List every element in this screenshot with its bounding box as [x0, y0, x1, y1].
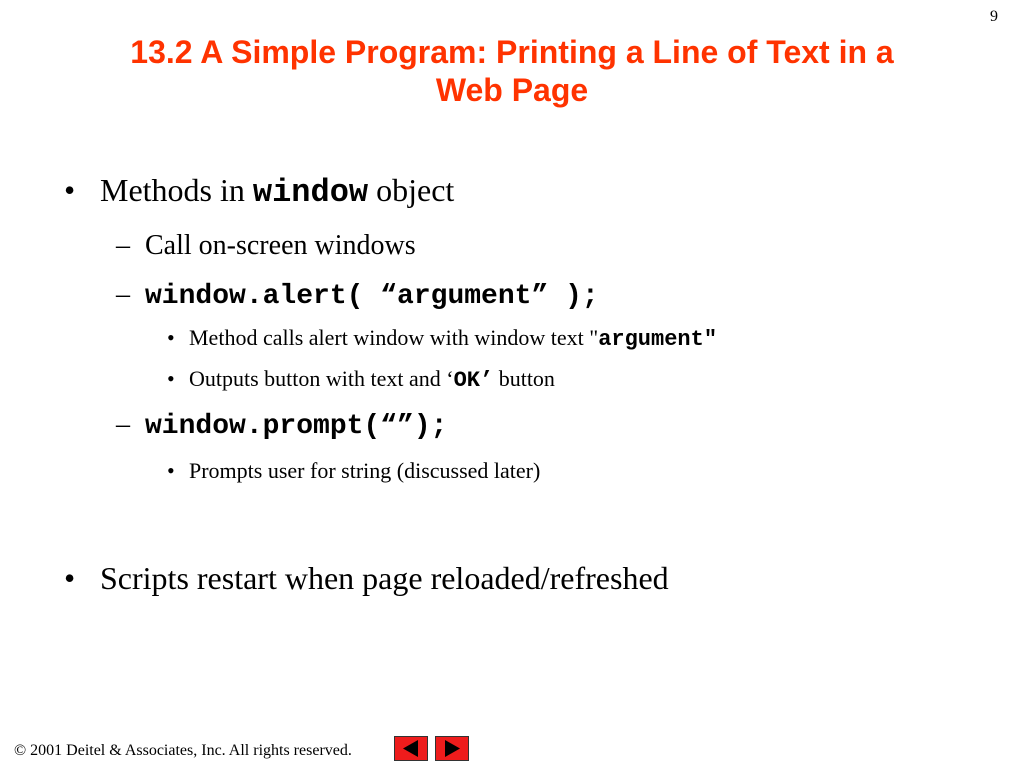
dash-mark: –: [116, 230, 130, 261]
bullet-text: object: [368, 172, 455, 208]
bullet-mark: •: [167, 325, 175, 350]
triangle-left-icon: [395, 737, 427, 760]
dash-mark: –: [116, 409, 130, 440]
dash-mark: –: [116, 279, 130, 310]
code-ok: OK’: [453, 368, 494, 393]
code-window-prompt: window.prompt(“”);: [145, 411, 448, 442]
bullet-text: Method calls alert window with window text ": [189, 325, 599, 350]
bullet-mark: •: [167, 366, 175, 391]
code-window-alert: window.alert( “argument” );: [145, 281, 599, 312]
sub-bullet-call-on-screen: [145, 230, 416, 262]
copyright-symbol: ©: [14, 742, 27, 759]
code-window: window: [252, 174, 369, 211]
sub-bullet-window-alert: [145, 279, 599, 312]
item-outputs-button: [189, 366, 555, 393]
bullet-mark: •: [64, 172, 76, 208]
bullet-mark: •: [64, 560, 76, 596]
bullet-text: Outputs button with text and ‘: [189, 366, 454, 391]
item-method-calls-alert: [189, 325, 717, 352]
bullet-methods-in-window: [100, 172, 454, 211]
bullet-text: Scripts restart when page reloaded/refreshed: [100, 560, 669, 596]
item-prompts-user: [189, 458, 540, 484]
bullet-text: Methods in: [100, 172, 253, 208]
bullet-text: Prompts user for string (discussed later): [189, 458, 541, 483]
next-slide-button[interactable]: [435, 736, 469, 761]
copyright-text: 2001 Deitel & Associates, Inc. All rights reserved.: [26, 742, 352, 759]
bullet-text: Call on-screen windows: [145, 230, 416, 261]
previous-slide-button[interactable]: [394, 736, 428, 761]
slide-title-line-1: 13.2 A Simple Program: Printing a Line of Text in a: [130, 34, 894, 70]
bullet-text: button: [493, 366, 555, 391]
bullet-mark: •: [167, 458, 175, 483]
triangle-right-icon: [436, 737, 468, 760]
bullet-scripts-restart: [100, 560, 669, 597]
slide-title-line-2: Web Page: [435, 71, 589, 108]
sub-bullet-window-prompt: [145, 409, 447, 442]
code-argument: argument": [598, 327, 718, 352]
page-number: 9: [990, 8, 998, 25]
footer-copyright: [14, 742, 352, 760]
